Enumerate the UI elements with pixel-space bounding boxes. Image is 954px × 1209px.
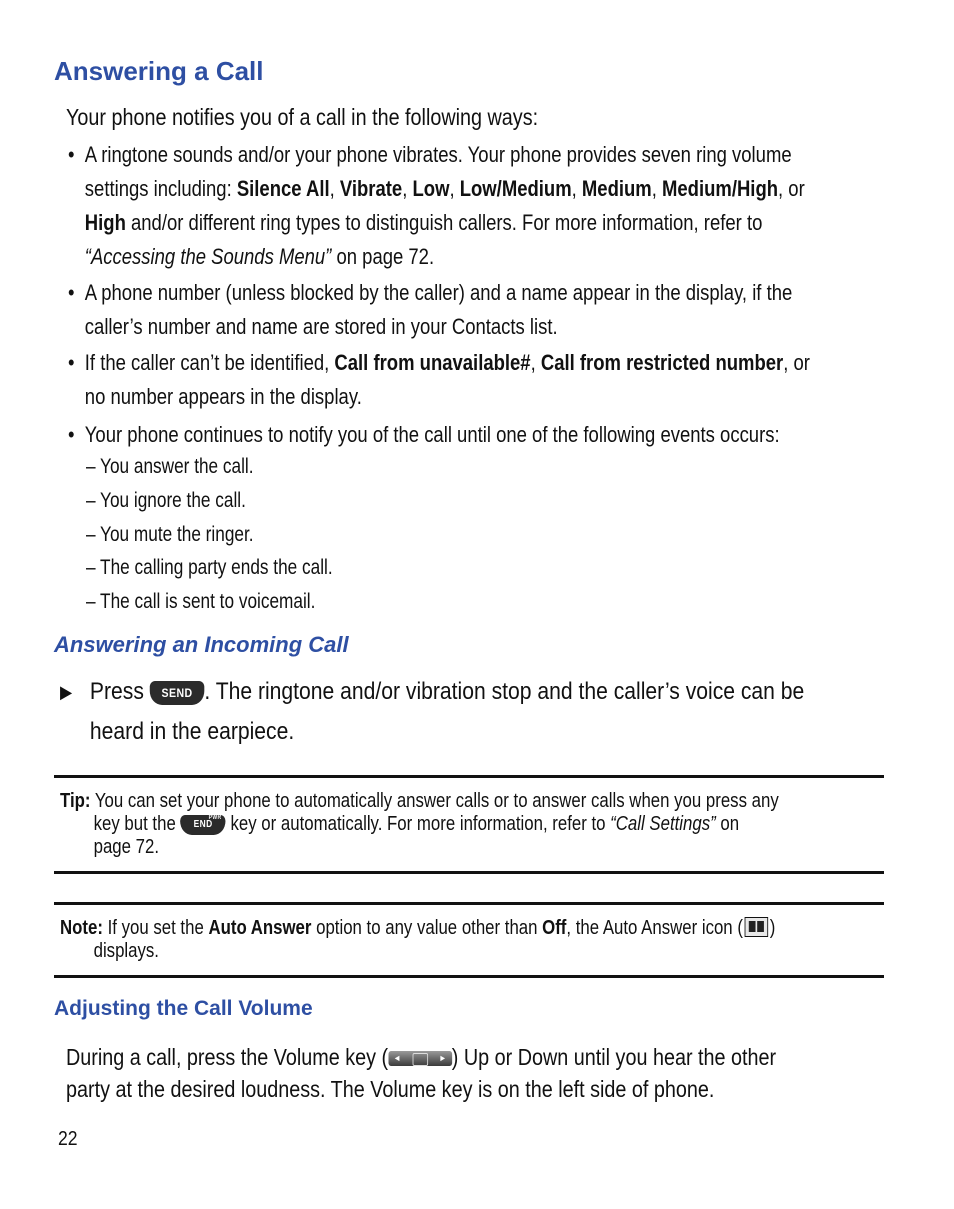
tip-text: Tip: You can set your phone to automatically answer calls or to answer calls when you press any key but the END PWR key or automatically. For more information, refer to “Call Settings” on page 72. bbox=[60, 790, 779, 858]
ref-sounds-menu[interactable]: “Accessing the Sounds Menu” bbox=[84, 244, 332, 269]
heading-answering-a-call: Answering a Call bbox=[54, 56, 264, 86]
page-number: 22 bbox=[58, 1128, 78, 1150]
bullet-dot: • bbox=[68, 350, 75, 375]
step-arrow-icon: ▶ bbox=[60, 682, 73, 702]
bullet-caller-id: • A phone number (unless blocked by the caller) and a name appear in the display, if the caller’s number and name are stored in your Contacts list. bbox=[68, 276, 824, 344]
bullet-unidentified: • If the caller can’t be identified, Call from unavailable#, Call from restricted number, or no number appears in the display. bbox=[68, 346, 824, 414]
bullet-dot: • bbox=[68, 142, 75, 167]
bullet-dot: • bbox=[68, 422, 75, 447]
volume-text-line2: party at the desired loudness. The Volume key is on the left side of phone. bbox=[66, 1076, 715, 1102]
event-item: – The calling party ends the call. bbox=[86, 556, 333, 579]
event-item: – You mute the ringer. bbox=[86, 523, 254, 546]
step-press-send: ▶ Press SEND . The ringtone and/or vibration stop and the caller’s voice can be heard in the earpiece. bbox=[60, 672, 852, 752]
bullet-ringtone: • A ringtone sounds and/or your phone vibrates. Your phone provides seven ring volume settings including: Silence All, Vibrate, Low, Low/Medium, Medium, Medium/High, or High and/or different ring types to distinguish callers. For more information, refer to “Accessing the Sounds Menu” on page 72. bbox=[68, 138, 824, 274]
event-item: – The call is sent to voicemail. bbox=[86, 590, 316, 613]
bullet-dot: • bbox=[68, 280, 75, 305]
heading-adjusting-volume: Adjusting the Call Volume bbox=[54, 997, 313, 1020]
note-text: Note: If you set the Auto Answer option to any value other than Off, the Auto Answer icon ( ) displays. bbox=[60, 917, 776, 962]
event-item: – You answer the call. bbox=[86, 455, 254, 478]
volume-text-line1: During a call, press the Volume key ( ◄ ► ) Up or Down until you hear the other bbox=[66, 1044, 777, 1070]
intro-text: Your phone notifies you of a call in the following ways: bbox=[66, 104, 539, 130]
end-key-icon: END PWR bbox=[180, 815, 225, 835]
volume-key-icon: ◄ ► bbox=[388, 1051, 452, 1066]
heading-answering-incoming: Answering an Incoming Call bbox=[54, 632, 349, 657]
auto-answer-icon bbox=[745, 917, 769, 937]
bullet-notify: • Your phone continues to notify you of the call until one of the following events occurs: bbox=[68, 418, 824, 452]
event-item: – You ignore the call. bbox=[86, 489, 246, 512]
ref-call-settings[interactable]: “Call Settings” bbox=[610, 813, 716, 835]
send-key-icon: SEND bbox=[150, 681, 205, 705]
